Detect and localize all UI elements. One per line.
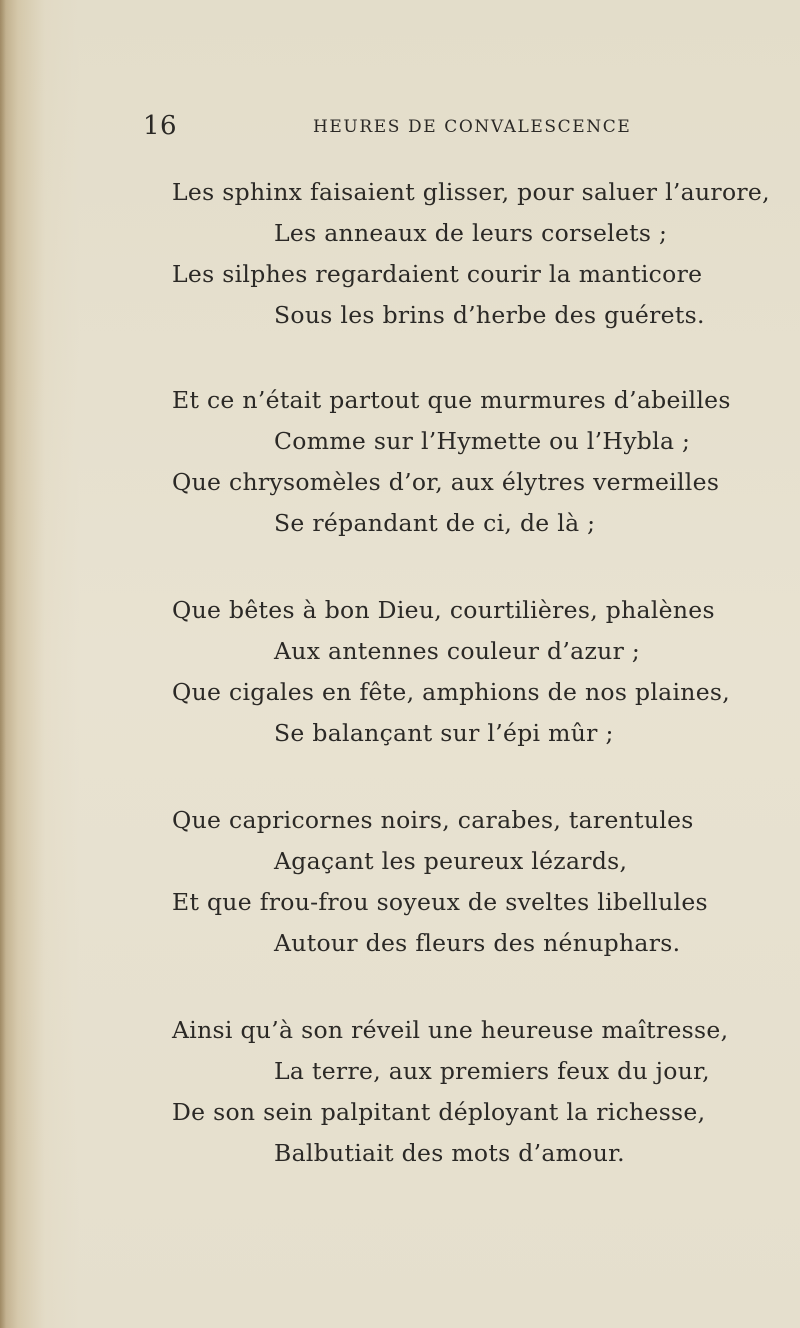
verse-line: Que cigales en fête, amphions de nos plaines, (172, 678, 731, 706)
verse-line: Que bêtes à bon Dieu, courtilières, phalènes (172, 596, 715, 624)
verse-line: Se balançant sur l’épi mûr ; (274, 719, 614, 747)
verse-line: Que capricornes noirs, carabes, tarentules (172, 806, 694, 834)
verse-line: Les anneaux de leurs corselets ; (274, 219, 668, 247)
verse-line: Agaçant les peureux lézards, (274, 847, 628, 875)
page-number: 16 (143, 111, 178, 141)
verse-line: Ainsi qu’à son réveil une heureuse maîtresse, (172, 1016, 729, 1044)
verse-line: Et ce n’était partout que murmures d’abeilles (172, 386, 731, 414)
verse-line: La terre, aux premiers feux du jour, (274, 1057, 710, 1085)
verse-line: Balbutiait des mots d’amour. (274, 1139, 625, 1167)
verse-line: Les sphinx faisaient glisser, pour saluer l’aurore, (172, 178, 770, 206)
verse-line: Sous les brins d’herbe des guérets. (274, 301, 705, 329)
binding-shadow (0, 0, 6, 1328)
verse-line: Que chrysomèles d’or, aux élytres vermeilles (172, 468, 720, 496)
verse-line: De son sein palpitant déployant la richesse, (172, 1098, 706, 1126)
verse-line: Se répandant de ci, de là ; (274, 509, 596, 537)
verse-line: Comme sur l’Hymette ou l’Hybla ; (274, 427, 691, 455)
verse-line: Les silphes regardaient courir la manticore (172, 260, 703, 288)
verse-line: Aux antennes couleur d’azur ; (274, 637, 641, 665)
verse-line: Autour des fleurs des nénuphars. (274, 929, 681, 957)
verse-line: Et que frou-frou soyeux de sveltes libellules (172, 888, 708, 916)
running-title: HEURES DE CONVALESCENCE (313, 117, 632, 137)
